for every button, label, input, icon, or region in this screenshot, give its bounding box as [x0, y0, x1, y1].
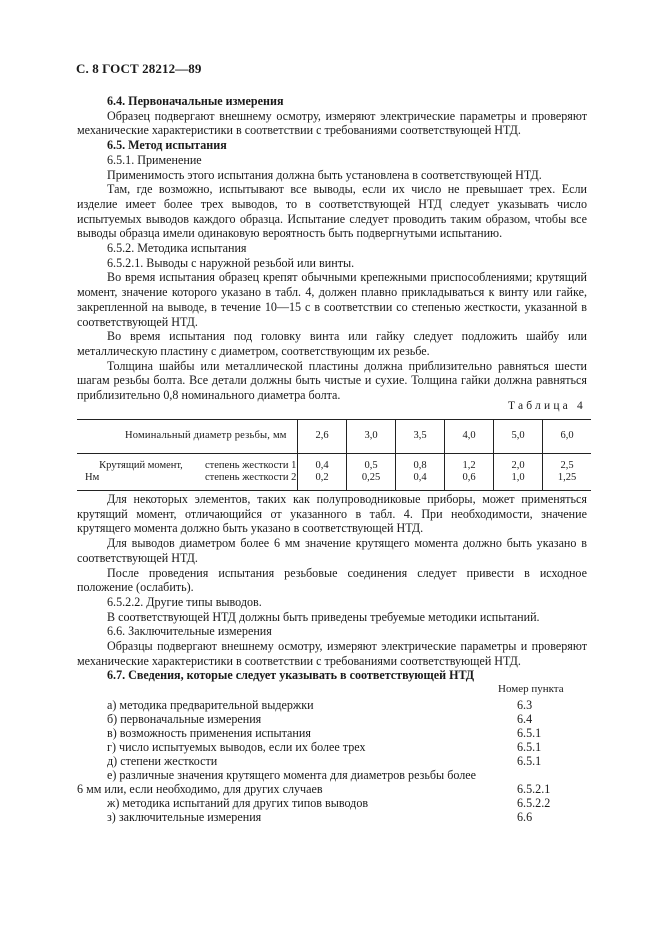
value-deg2: 0,6 [462, 472, 476, 483]
after-table-paragraph-3: После проведения испытания резьбовые соединения следует привести в исходное положение (ослабить). [77, 565, 587, 595]
list-item [107, 754, 587, 769]
section-6-5-2-1-paragraph-3: Толщина шайбы или металлической пластины должна приблизительно равняться шести шагам резьбы болта. Все детали должны быть чистые и сухие. Толщина гайки должна равняться приблизительно 0,8 номинального диаметра болта. [77, 358, 587, 403]
table-row-label [77, 454, 205, 491]
table-diameter: 3,0 [347, 420, 396, 454]
table-body-row [77, 454, 591, 491]
main-text-top [77, 94, 587, 403]
table-degree-labels [205, 454, 298, 491]
list-item-number: 6.5.1 [517, 726, 542, 740]
row-label-line-1: Крутящий момент, [99, 459, 183, 471]
list-item-number: 6.5.2.1 [517, 782, 551, 796]
list-item-continuation [77, 782, 587, 797]
row-label-line-2: Нм [85, 472, 100, 483]
table-cell [396, 454, 445, 491]
list-item-number: 6.5.2.2 [517, 796, 551, 810]
list-item-number: 6.6 [517, 810, 533, 824]
section-6-6-title: 6.6. Заключительные измерения [107, 624, 272, 639]
value-deg1: 1,2 [462, 459, 476, 471]
section-6-5-2-1-paragraph-2: Во время испытания под головку винта или гайку следует подложить шайбу или металлическую пластину с диаметром, соответствующим их резьбе. [77, 329, 587, 358]
section-6-5-1-paragraph-2: Там, где возможно, испытывают все выводы, если их число не превышает трех. Если изделие имеет более трех выводов, то в соответствующей НТД следует указывать число испытуемых выводов каждого образца. Испытание следует проводить таким образом, чтобы все выводы образца имели одинаковую вероятность быть подвергнутыми испытанию. [77, 182, 587, 241]
list-item [107, 726, 587, 741]
page-header: С. 8 ГОСТ 28212—89 [76, 61, 202, 76]
section-6-5-heading: 6.5. Метод испытания [107, 138, 227, 153]
table-cell [298, 454, 347, 491]
section-6-5-2-1-title: 6.5.2.1. Выводы с наружной резьбой или винты. [107, 255, 355, 270]
list-column-header: Номер пункта [498, 683, 564, 695]
list-item-number: 6.5.1 [517, 740, 542, 754]
after-table-paragraph-2: Для выводов диаметром более 6 мм значение крутящего момента должно быть указано в соответствующей НТД. [77, 536, 587, 565]
value-deg2: 0,2 [315, 472, 329, 483]
section-6-6-text: Образцы подвергают внешнему осмотру, измеряют электрические параметры и проверяют механические характеристики в соответствии с требованиями соответствующей НТД. [77, 639, 587, 668]
value-deg2: 1,25 [557, 472, 577, 483]
table-diameter: 2,6 [298, 420, 347, 454]
section-6-5-2-2-text: В соответствующей НТД должны быть приведены требуемые методики испытаний. [107, 609, 540, 624]
value-deg1: 0,5 [364, 459, 378, 471]
list-item [107, 810, 587, 825]
value-deg1: 0,4 [315, 459, 329, 471]
table-diameter: 3,5 [396, 420, 445, 454]
value-deg1: 0,8 [413, 459, 427, 471]
section-6-5-1-paragraph-1: Применимость этого испытания должна быть установлена в соответствующей НТД. [107, 167, 542, 182]
section-6-5-1-title: 6.5.1. Применение [107, 152, 202, 167]
degree-2-label: степень жесткости 2 [205, 472, 297, 483]
value-deg1: 2,5 [560, 459, 574, 471]
table-cell [494, 454, 543, 491]
value-deg2: 1,0 [511, 472, 525, 483]
list-item-text: г) число испытуемых выводов, если их более трех [107, 740, 366, 754]
table-diameter: 4,0 [445, 420, 494, 454]
section-6-5-2-2-title: 6.5.2.2. Другие типы выводов. [107, 594, 262, 609]
value-deg2: 0,25 [361, 472, 381, 483]
section-6-4-text: Образец подвергают внешнему осмотру, измеряют электрические параметры и проверяют механические характеристики в соответствии с требованиями соответствующей НТД. [77, 108, 587, 138]
list-item-text: д) степени жесткости [107, 754, 218, 768]
table-cell [445, 454, 494, 491]
value-deg1: 2,0 [511, 459, 525, 471]
main-text-bottom [77, 492, 587, 683]
list-item-text: в) возможность применения испытания [107, 726, 311, 740]
list-item-number: 6.3 [517, 698, 533, 712]
section-6-7-heading: 6.7. Сведения, которые следует указывать в соответствующей НТД [107, 668, 475, 683]
list-item-text: е) различные значения крутящего момента для диаметров резьбы более [107, 768, 477, 782]
table-cell [543, 454, 592, 491]
list-item [107, 712, 587, 727]
after-table-paragraph-1: Для некоторых элементов, таких как полупроводниковые приборы, может применяться крутящий момент, отличающийся от указанного в табл. 4. При необходимости, значение крутящего момента должно быть указано в соответствующей НТД. [77, 492, 587, 536]
list-item-number: 6.5.1 [517, 754, 542, 768]
table-diameter: 6,0 [543, 420, 592, 454]
table-cell [347, 454, 396, 491]
list-item [107, 698, 587, 713]
table-column-header: Номинальный диаметр резьбы, мм [77, 420, 298, 454]
degree-1-label: степень жесткости 1 [205, 459, 297, 471]
list-item [107, 796, 587, 811]
list-item-text: ж) методика испытаний для других типов выводов [107, 796, 369, 810]
value-deg2: 0,4 [413, 472, 427, 483]
table-diameter: 5,0 [494, 420, 543, 454]
table-header-row [77, 420, 591, 454]
section-6-4-heading: 6.4. Первоначальные измерения [107, 94, 284, 108]
section-6-5-2-title: 6.5.2. Методика испытания [107, 241, 247, 256]
table-caption: Таблица 4 [508, 400, 586, 412]
list-item [107, 740, 587, 755]
list-item-text: б) первоначальные измерения [107, 712, 262, 726]
list-item-text: а) методика предварительной выдержки [107, 698, 314, 712]
section-6-5-2-1-paragraph-1: Во время испытания образец крепят обычными крепежными приспособлениями; крутящий момент, значение которого указано в табл. 4, должен плавно прикладываться к винту или гайке, закрепленной на выводе, в течение 10—15 с в соответствии со степенью жесткости, указанной в соответствующей НТД. [77, 270, 587, 329]
list-item [107, 768, 587, 783]
list-item-number: 6.4 [517, 712, 533, 726]
list-item-text: 6 мм или, если необходимо, для других случаев [77, 782, 323, 796]
torque-table [77, 419, 591, 491]
list-item-text: з) заключительные измерения [107, 810, 262, 824]
